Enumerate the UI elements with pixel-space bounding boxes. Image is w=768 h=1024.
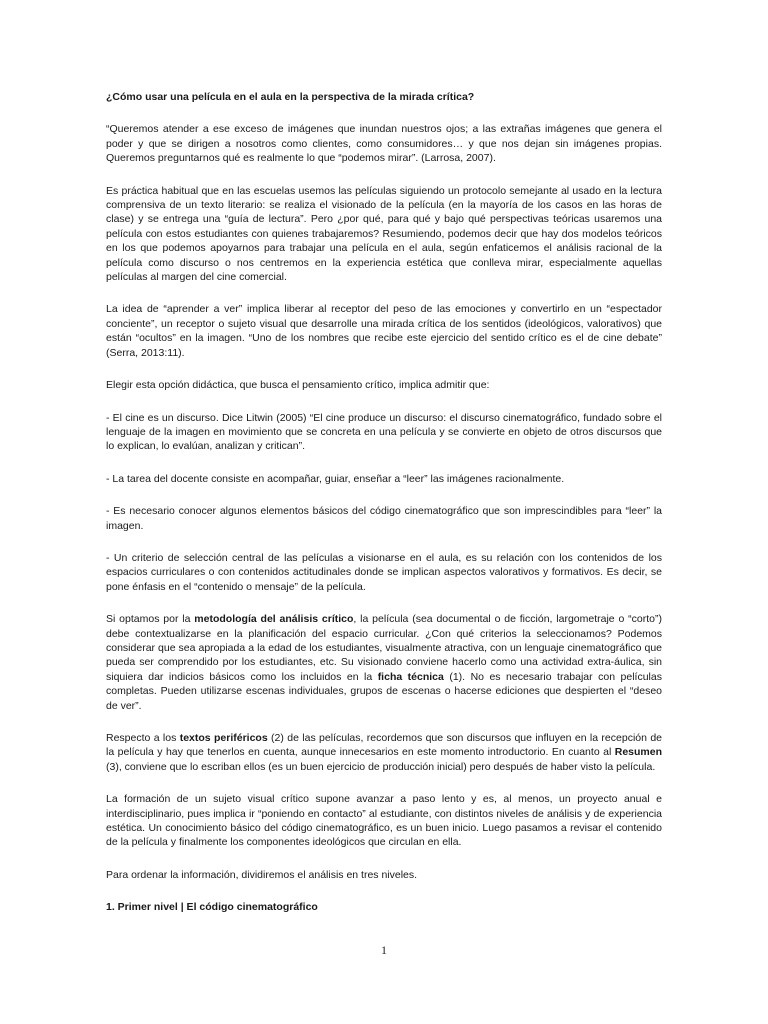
paragraph-textos-perifericos [106, 731, 662, 774]
bold-term-metodologia: metodología del análisis crítico [194, 613, 354, 626]
text-run: Si optamos por la [106, 613, 195, 626]
bold-term-textos-perifericos: textos periféricos [179, 732, 268, 744]
paragraph-metodologia [106, 612, 662, 713]
list-item-codigo-cinematografico: - Es necesario conocer algunos elementos básicos del código cinematográfico que son imprescindibles para “leer” la imagen. [106, 505, 662, 532]
text-run: (1). No es necesario trabajar con películas completas. Pueden utilizarse escenas individuales, grupos de escenas o hacerse ediciones que despierten el “deseo de ver”. [106, 670, 662, 712]
paragraph-practica-habitual: Es práctica habitual que en las escuelas usemos las películas siguiendo un protocolo semejante al usado en la lectura comprensiva de un texto literario: se realiza el visionado de la película (en la mayoría de los casos en las horas de clase) y se entrega una “guía de lectura”. Pero ¿por qué, para qué y bajo qué perspectivas teóricas usaremos una película con estos estudiantes con quienes trabajaremos? Resumiendo, podemos decir que hay dos modelos teóricos en los que podemos apoyarnos para trabajar una película en el aula, según enfaticemos el análisis racional de la película como discurso o nos centremos en la experiencia estética que conlleva mirar, especialmente aquellas películas al margen del cine comercial. [106, 184, 662, 284]
text-run: , la película (sea documental o de ficción, largometraje o “corto”) debe contextualizarse en la planificación del espacio curricular. ¿Con qué criterios la seleccionamos? Podemos considerar que sea apropiada a la edad de los estudiantes, visualmente atractiva, con un lenguaje cinematográfico que pueda ser comprendido por los estudiantes, etc. Su visionado conviene hacerlo como una actividad extra-áulica, sin siquiera dar indicios básicos como los incluidos en la [106, 613, 662, 683]
paragraph-epigraph-quote: “Queremos atender a ese exceso de imágenes que inundan nuestros ojos; a las extrañas imágenes que genera el poder y que se dirigen a nosotros como clientes, como consumidores… y que nos dejan sin imágenes propias. Queremos preguntarnos qué es realmente lo que “podemos mirar”. (Larrosa, 2007). [106, 123, 662, 165]
bold-term-resumen: Resumen [614, 746, 662, 759]
paragraph-aprender-a-ver: La idea de “aprender a ver” implica liberar al receptor del peso de las emociones y convertirlo en un “espectador conciente”, un receptor o sujeto visual que desarrolle una mirada crítica de los sentidos (ideológicos, valorativos) que están “ocultos” en la imagen. “Uno de los nombres que recibe este ejercicio del sentido crítico es el de cine debate” (Serra, 2013:11). [106, 303, 662, 359]
page-number: 1 [381, 943, 387, 957]
paragraph-formacion: La formación de un sujeto visual crítico supone avanzar a paso lento y es, al menos, un proyecto anual e interdisciplinario, pues implica ir “poniendo en contacto” al estudiante, con distintos niveles de análisis y de experiencia estética. Un conocimiento básico del código cinematográfico, es un buen inicio. Luego pasamos a revisar el contenido de la película y finalmente los componentes ideológicos que circulan en ella. [106, 793, 662, 849]
list-item-criterio-seleccion: - Un criterio de selección central de las películas a visionarse en el aula, es su relación con los contenidos de los espacios curriculares o con contenidos actitudinales donde se implican aspectos valorativos y formativos. Es decir, se pone énfasis en el “contenido o mensaje” de la película. [106, 551, 662, 593]
list-item-cine-discurso: - El cine es un discurso. Dice Litwin (2005) “El cine produce un discurso: el discurso cinematográfico, fundado sobre el lenguaje de la imagen en movimiento que se concreta en una película y se convierte en objeto de otros discursos que lo explican, lo evalúan, analizan y critican”. [106, 411, 662, 453]
text-run: (2) de las películas, recordemos que son discursos que influyen en la recepción de la película y hay que tenerlos en cuenta, aunque innecesarios en este momento introductorio. En cuanto al [106, 732, 662, 759]
list-item-tarea-docente: - La tarea del docente consiste en acompañar, guiar, enseñar a “leer” las imágenes racionalmente. [106, 472, 565, 485]
bold-term-ficha-tecnica: ficha técnica [377, 670, 444, 683]
paragraph-ordenar: Para ordenar la información, dividiremos el análisis en tres niveles. [106, 868, 418, 881]
paragraph-opcion-didactica: Elegir esta opción didáctica, que busca el pensamiento crítico, implica admitir que: [106, 379, 490, 392]
page-content [106, 90, 662, 933]
text-run: (3), conviene que lo escriban ellos (es un buen ejercicio de producción inicial) pero después de haber visto la película. [106, 760, 656, 773]
section-heading: 1. Primer nivel | El código cinematográfico [106, 901, 318, 914]
text-run: Respecto a los [106, 732, 180, 744]
document-title: ¿Cómo usar una película en el aula en la perspectiva de la mirada crítica? [106, 91, 475, 103]
